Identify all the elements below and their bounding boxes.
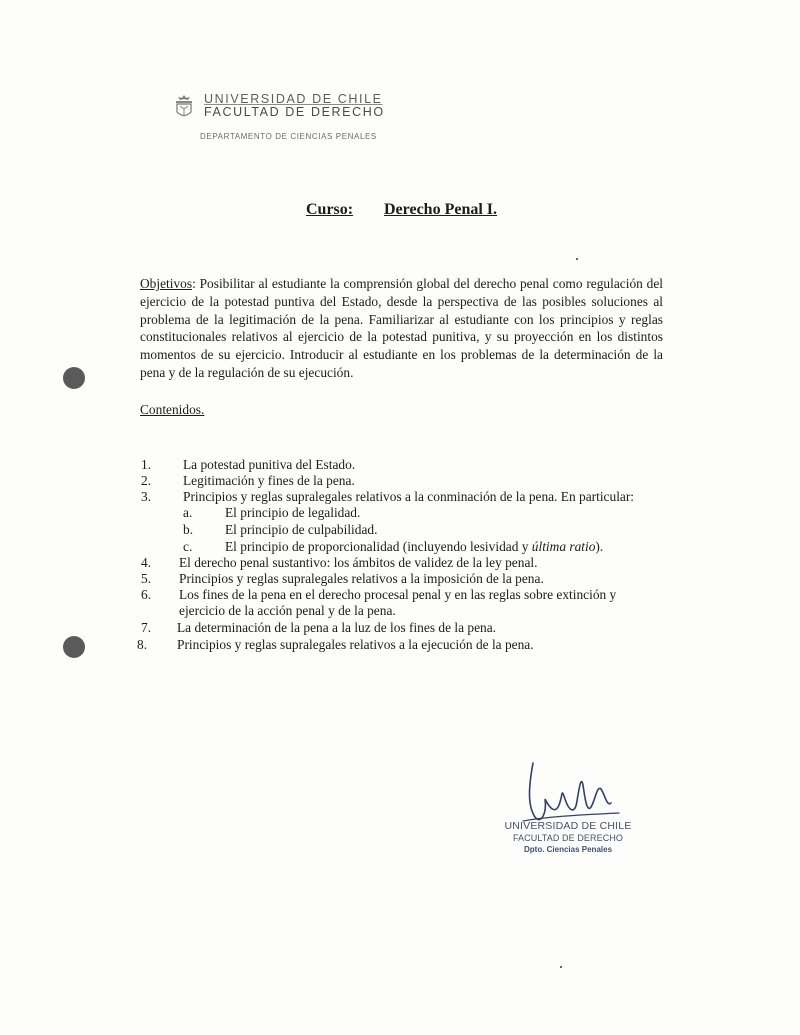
letterhead-faculty: FACULTAD DE DERECHO	[204, 105, 385, 119]
list-item-number: 6.	[141, 587, 152, 602]
list-item-text: ejercicio de la acción penal y de la pena.	[179, 603, 396, 618]
list-item-text-part: ).	[595, 539, 604, 554]
signature-icon	[515, 755, 625, 827]
list-item-text: El principio de culpabilidad.	[225, 522, 378, 537]
hole-punch	[63, 367, 85, 389]
university-crest-icon	[172, 94, 196, 120]
department-stamp	[498, 820, 638, 854]
list-item-text: La potestad punitiva del Estado.	[183, 457, 356, 472]
scan-speck	[576, 258, 578, 260]
course-name: Derecho Penal I.	[384, 201, 498, 218]
list-item-letter: a.	[183, 505, 193, 520]
objectives-label: Objetivos	[140, 276, 193, 291]
list-item-text: Principios y reglas supralegales relativos a la ejecución de la pena.	[177, 637, 534, 652]
list-item-text: El principio de legalidad.	[225, 505, 361, 520]
list-item-number: 4.	[141, 555, 152, 570]
list-item-letter: b.	[183, 522, 194, 537]
list-item-text: Los fines de la pena en el derecho procesal penal y en las reglas sobre extinción y	[179, 587, 617, 602]
stamp-university: UNIVERSIDAD DE CHILE	[504, 820, 632, 832]
list-item-text	[225, 538, 603, 555]
scan-speck	[560, 966, 562, 968]
letterhead	[172, 92, 412, 152]
list-item-number: 8.	[137, 637, 148, 652]
letterhead-university: UNIVERSIDAD DE CHILE	[204, 92, 383, 106]
list-item-number: 1.	[141, 457, 152, 472]
list-item-text: El derecho penal sustantivo: los ámbitos de validez de la ley penal.	[179, 555, 538, 570]
list-item-text: Principios y reglas supralegales relativos a la conminación de la pena. En particular:	[183, 489, 635, 504]
list-item-text: Principios y reglas supralegales relativos a la imposición de la pena.	[179, 571, 544, 586]
contents-heading: Contenidos.	[140, 402, 205, 417]
list-item-text: La determinación de la pena a la luz de los fines de la pena.	[177, 620, 497, 635]
objectives-text: : Posibilitar al estudiante la comprensión global del derecho penal como regulación del ejercicio de la potestad puntiva del Estado, desde la perspectiva de las posibles soluciones al problema de la legitimación de la pena. Familiarizar al estudiante con los principios y reglas constitucionales relativos al ejercicio de la potestad punitiva, y su proyección en los distintos momentos de su ejercicio. Introducir al estudiante en los problemas de la determinación de la pena y de la regulación de su ejecución.	[140, 276, 663, 380]
list-item-number: 2.	[141, 473, 152, 488]
letterhead-department: DEPARTAMENTO DE CIENCIAS PENALES	[200, 132, 377, 141]
list-item-number: 7.	[141, 620, 152, 635]
stamp-faculty: FACULTAD DE DERECHO	[512, 833, 624, 843]
objectives-paragraph	[140, 275, 663, 382]
list-item-letter: c.	[183, 539, 193, 554]
hole-punch	[63, 636, 85, 658]
list-item-number: 5.	[141, 571, 152, 586]
list-item-text: Legitimación y fines de la pena.	[183, 473, 355, 488]
stamp-department: Dpto. Ciencias Penales	[523, 845, 613, 854]
course-label: Curso:	[306, 201, 354, 218]
list-item-text-italic: última ratio	[531, 539, 596, 554]
list-item-number: 3.	[141, 489, 152, 504]
list-item-text-part: El principio de proporcionalidad (incluyendo lesividad y	[225, 539, 532, 554]
